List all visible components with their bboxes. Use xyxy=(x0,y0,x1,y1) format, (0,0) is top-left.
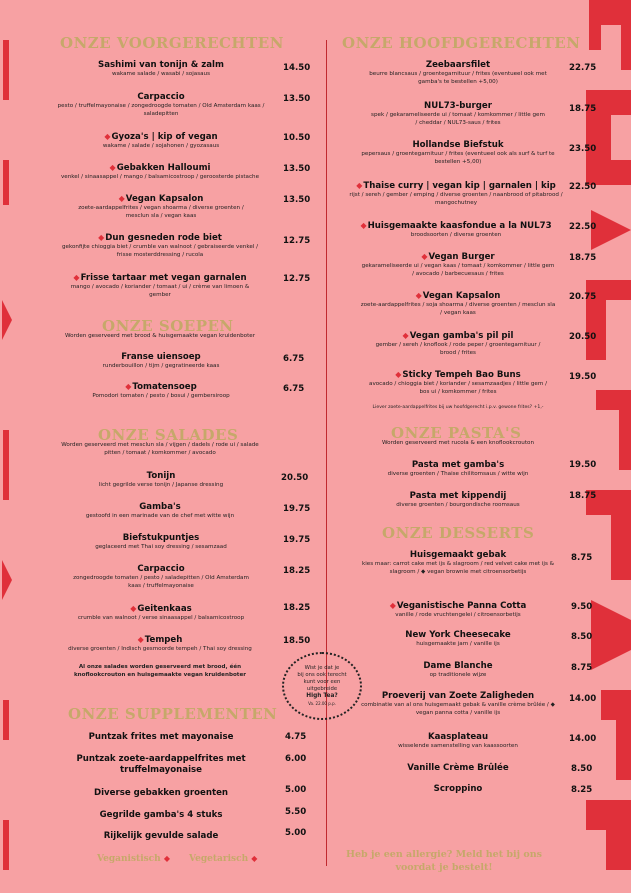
item-name: Carpaccio xyxy=(137,564,185,574)
badge-title: High Tea? xyxy=(306,693,338,699)
item-desc: gekarameliseerde ui / vegan kaas / tomaat / komkommer / little gem / avocado / barbecuesaus / frites xyxy=(361,263,555,277)
item-name: Pasta met kippendij xyxy=(409,491,507,501)
item-price: 12.75 xyxy=(283,236,311,246)
item-name: Kaasplateau xyxy=(427,732,489,742)
menu-item xyxy=(50,381,272,401)
item-price: 18.75 xyxy=(569,104,597,114)
column-divider xyxy=(326,40,327,866)
menu-item xyxy=(45,603,277,623)
item-name: NUL73-burger xyxy=(424,101,492,111)
item-price: 8.75 xyxy=(571,553,593,563)
menu-item xyxy=(360,290,556,317)
supplement-item: Puntzak frites met mayonaise xyxy=(88,732,234,742)
vegan-icon: ◆ xyxy=(109,163,116,172)
item-price: 13.50 xyxy=(283,164,311,174)
item-name: Franse uiensoep xyxy=(121,352,201,362)
menu-item xyxy=(348,180,564,207)
item-desc: wakame salade / wasabi / sojasaus xyxy=(111,71,210,77)
menu-item xyxy=(370,330,546,357)
menu-item xyxy=(70,564,252,590)
section-title-salades: ONZE SALADES xyxy=(98,426,239,444)
badge-line: bij ons ook terecht xyxy=(297,672,347,678)
vegan-icon: ◆ xyxy=(360,221,367,230)
menu-item xyxy=(360,491,556,510)
item-desc: diverse groenten / Indisch gesmoorde tempeh / Thai soy dressing xyxy=(68,646,252,652)
item-desc: avocado / chioggia biet / koriander / sesamzaadjes / little gem / bos ui / komkommer / frites xyxy=(369,381,547,395)
supplement-price: 4.75 xyxy=(285,732,307,742)
item-price: 18.75 xyxy=(569,253,597,263)
menu-item xyxy=(60,272,260,299)
item-price: 18.25 xyxy=(283,603,311,613)
item-desc: diverse groenten / Thaise chilitomsaus / witte wijn xyxy=(387,471,529,477)
vegan-icon: ◆ xyxy=(415,291,422,300)
high-tea-badge xyxy=(282,652,362,720)
item-desc: pepersaus / groentegarnituur / frites (eventueel ook als surf & turf te bestellen +5,00) xyxy=(361,151,555,165)
item-price: 8.50 xyxy=(571,632,593,642)
item-desc: licht gegrilde verse tonijn / Japanse dressing xyxy=(98,482,224,488)
menu-item xyxy=(360,732,556,751)
item-price: 22.50 xyxy=(569,222,597,232)
item-desc: broodsoorten / diverse groenten xyxy=(410,232,502,238)
vegan-icon: ◆ xyxy=(356,181,363,190)
menu-item xyxy=(355,550,561,576)
item-desc: runderbouillon / tijm / gegratineerde kaas xyxy=(102,363,220,369)
menu-item xyxy=(50,131,272,151)
item-price: 10.50 xyxy=(283,133,311,143)
item-name: Sticky Tempeh Bao Buns xyxy=(402,370,521,380)
supplement-item: Gegrilde gamba's 4 stuks xyxy=(99,810,223,820)
item-price: 8.75 xyxy=(571,663,593,673)
vegan-icon: ◆ xyxy=(98,233,105,242)
item-price: 20.75 xyxy=(569,292,597,302)
item-name: Geitenkaas xyxy=(137,604,192,614)
menu-item xyxy=(50,533,272,552)
menu-item xyxy=(360,251,556,278)
item-price: 22.50 xyxy=(569,182,597,192)
item-desc: Pomodori tomaten / pesto / bosui / gembersiroop xyxy=(92,393,230,399)
section-title-pastas: ONZE PASTA'S xyxy=(391,424,522,442)
item-desc: zoete-aardappelfrites / soja shoarma / diverse groenten / mesclun sla / vegan kaas xyxy=(360,302,556,316)
menu-item xyxy=(40,634,280,654)
item-name: Gyoza's | kip of vegan xyxy=(111,132,218,142)
item-name: Zeebaarsfilet xyxy=(425,60,491,70)
item-name: Vegan Burger xyxy=(428,252,495,262)
item-name: Gamba's xyxy=(139,502,181,512)
item-price: 8.25 xyxy=(571,785,593,795)
item-desc: wakame / salade / sojahonen / gyozasaus xyxy=(102,143,220,149)
vegan-icon: ◆ xyxy=(163,853,170,863)
item-desc: zongedroogde tomaten / pesto / saladepitten / Old Amsterdam kaas / truffelmayonaise xyxy=(73,575,249,589)
salades-footer: Al onze salades worden geserveerd met brood, één knoflookcrouton en huisgemaakte vegan kruidenboter xyxy=(73,664,247,678)
supplement-price: 5.50 xyxy=(285,807,307,817)
item-name: Sashimi van tonijn & zalm xyxy=(98,60,224,70)
vegetarian-icon: ◆ xyxy=(251,853,258,863)
legend-vegetarian-label: Vegetarisch xyxy=(189,854,249,864)
menu-item xyxy=(50,92,272,118)
menu-item xyxy=(360,763,556,774)
section-title-supplementen: ONZE SUPPLEMENTEN xyxy=(68,705,278,723)
item-name: Pasta met gamba's xyxy=(411,460,505,470)
item-price: 8.50 xyxy=(571,764,593,774)
item-name: Tomatensoep xyxy=(132,382,197,392)
menu-item xyxy=(50,60,272,79)
item-price: 19.50 xyxy=(569,460,597,470)
vegan-icon: ◆ xyxy=(73,273,80,282)
vegan-icon: ◆ xyxy=(118,194,125,203)
supplement-price: 5.00 xyxy=(285,828,307,838)
item-name: Tempeh xyxy=(144,635,183,645)
item-name: Proeverij van Zoete Zaligheden xyxy=(381,691,535,701)
item-price: 18.50 xyxy=(283,636,311,646)
menu-item xyxy=(70,193,252,220)
item-name: Vegan Kapsalon xyxy=(422,291,501,301)
item-desc: gekonfijte chioggia biet / crumble van walnoot / gebraiseerde venkel / frisse mosterddressing / rucola xyxy=(61,244,259,258)
item-name: Biefstukpuntjes xyxy=(122,533,200,543)
item-price: 23.50 xyxy=(569,144,597,154)
section-title-hoofdgerechten: ONZE HOOFDGERECHTEN xyxy=(342,34,581,52)
menu-item xyxy=(370,101,546,127)
item-price: 19.75 xyxy=(283,535,311,545)
decorative-lettering-left xyxy=(0,0,20,893)
legend-vegan-label: Veganistisch xyxy=(97,854,161,864)
item-desc: combinatie van al ons huisgemaakt gebak & vanille crème brûlée / ◆ vegan panna cotta / vanille ijs xyxy=(361,702,555,716)
item-name: Vegan gamba's pil pil xyxy=(409,331,514,341)
item-desc: pesto / truffelmayonaise / zongedroogde tomaten / Old Amsterdam kaas / saladepitten xyxy=(57,103,265,117)
item-price: 9.50 xyxy=(571,602,593,612)
menu-item xyxy=(360,460,556,479)
item-desc: vanille / rode vruchtengelei / citroensorbetijs xyxy=(395,612,521,618)
item-price: 20.50 xyxy=(569,332,597,342)
item-desc: venkel / sinaasappel / mango / balsamicostroop / geroosterde pistache xyxy=(60,174,260,180)
menu-item xyxy=(360,60,556,86)
supplement-item: Diverse gebakken groenten xyxy=(93,788,229,798)
item-price: 19.50 xyxy=(569,372,597,382)
menu-item xyxy=(365,369,551,396)
item-price: 18.25 xyxy=(283,566,311,576)
item-name: Vegan Kapsalon xyxy=(125,194,204,204)
vegan-icon: ◆ xyxy=(421,252,428,261)
vegan-icon: ◆ xyxy=(137,635,144,644)
item-price: 6.75 xyxy=(283,384,305,394)
menu-item xyxy=(40,162,280,182)
badge-price: Va. 22.00 p.p. xyxy=(308,701,336,706)
item-desc: crumble van walnoot / verse sinaasappel / balsamicostroop xyxy=(77,615,245,621)
decorative-lettering-right xyxy=(581,0,631,893)
item-price: 13.50 xyxy=(283,195,311,205)
item-name: Dun gesneden rode biet xyxy=(105,233,222,243)
item-name: Hollandse Biefstuk xyxy=(412,140,504,150)
item-name: Tonijn xyxy=(146,471,176,481)
supplement-item: Rijkelijk gevulde salade xyxy=(103,831,219,841)
badge-line: uitgebreide xyxy=(306,686,338,692)
menu-item xyxy=(348,220,564,240)
item-price: 12.75 xyxy=(283,274,311,284)
vegan-icon: ◆ xyxy=(389,601,396,610)
item-desc: mango / avocado / koriander / tomaat / ui / crème van limoen & gember xyxy=(70,284,250,298)
item-name: Thaise curry | vegan kip | garnalen | kip xyxy=(363,181,556,191)
item-name: Frisse tartaar met vegan garnalen xyxy=(80,273,247,283)
item-name: Scroppino xyxy=(433,784,483,794)
menu-item xyxy=(50,471,272,490)
item-desc: geglaceerd met Thai soy dressing / sesamzaad xyxy=(95,544,227,550)
item-desc: wisselende samenstelling van kaassoorten xyxy=(398,743,518,749)
item-price: 22.75 xyxy=(569,63,597,73)
menu-item xyxy=(360,661,556,680)
item-name: New York Cheesecake xyxy=(405,630,511,640)
section-title-soepen: ONZE SOEPEN xyxy=(102,317,234,335)
soepen-note: Worden geserveerd met brood & huisgemaakte vegan kruidenboter xyxy=(64,333,256,339)
item-price: 18.75 xyxy=(569,491,597,501)
hoofdgerechten-note: Liever zoete-aardappelfrites bij uw hoofdgerecht i.p.v. gewone frites? +1,- xyxy=(372,405,544,410)
item-price: 13.50 xyxy=(283,94,311,104)
item-price: 14.00 xyxy=(569,734,597,744)
menu-item xyxy=(360,784,556,795)
vegan-icon: ◆ xyxy=(395,370,402,379)
item-price: 6.75 xyxy=(283,354,305,364)
item-desc: huisgemaakte jam / vanille ijs xyxy=(416,641,500,647)
legend-vegetarian xyxy=(189,853,257,864)
item-desc: zoete-aardappelfrites / vegan shoarma / diverse groenten / mesclun sla / vegan kaas xyxy=(78,205,244,219)
vegan-icon: ◆ xyxy=(402,331,409,340)
item-name: Veganistische Panna Cotta xyxy=(396,601,527,611)
item-name: Huisgemaakte kaasfondue a la NUL73 xyxy=(367,221,552,231)
menu-item xyxy=(360,630,556,649)
pastas-note: Worden geserveerd met rucola & een knoflookcrouton xyxy=(381,440,535,446)
item-desc: kies maar: carrot cake met ijs & slagroom / red velvet cake met ijs & slagroom / ◆ vegan brownie met citroensorbetijs xyxy=(361,561,555,575)
menu-item xyxy=(360,600,556,620)
item-desc: spek / gekarameliseerde ui / tomaat / komkommer / little gem / cheddar / NUL73-saus / frites xyxy=(371,112,545,126)
section-title-desserts: ONZE DESSERTS xyxy=(382,524,535,542)
item-desc: diverse groenten / bourgondische roomsaus xyxy=(396,502,520,508)
item-desc: gestoofd in een marinade van de chef met witte wijn xyxy=(85,513,235,519)
item-name: Gebakken Halloumi xyxy=(116,163,211,173)
section-title-voorgerechten: ONZE VOORGERECHTEN xyxy=(60,34,284,52)
item-name: Carpaccio xyxy=(137,92,185,102)
item-name: Huisgemaakt gebak xyxy=(409,550,507,560)
item-desc: op traditionele wijze xyxy=(429,672,487,678)
menu-item xyxy=(40,502,280,521)
supplement-item: Puntzak zoete-aardappelfrites met truffelmayonaise xyxy=(76,754,246,775)
item-price: 14.00 xyxy=(569,694,597,704)
supplement-price: 6.00 xyxy=(285,754,307,764)
item-name: Dame Blanche xyxy=(423,661,493,671)
vegan-icon: ◆ xyxy=(104,132,111,141)
salades-note: Worden geserveerd met mesclun sla / vijgen / dadels / rode ui / salade pitten / tomaat / komkommer / avocado xyxy=(61,442,259,456)
item-price: 20.50 xyxy=(281,473,309,483)
menu-item xyxy=(360,140,556,166)
item-price: 19.75 xyxy=(283,504,311,514)
vegan-icon: ◆ xyxy=(130,604,137,613)
item-desc: gember / sereh / knoflook / rode peper / groentegarnituur / brood / frites xyxy=(375,342,541,356)
item-price: 14.50 xyxy=(283,63,311,73)
item-desc: beurre blancsaus / groentegarnituur / frites (eventueel ook met gamba's te bestellen +5,00) xyxy=(369,71,547,85)
supplement-price: 5.00 xyxy=(285,785,307,795)
item-name: Vanille Crème Brûlée xyxy=(407,763,509,773)
menu-item xyxy=(50,352,272,371)
menu-item xyxy=(60,232,260,259)
menu-item xyxy=(360,691,556,717)
legend-vegan xyxy=(97,853,170,864)
item-desc: rijst / sereh / gember / emping / diverse groenten / naanbrood of pitabrood / mangochutney xyxy=(349,192,563,206)
vegan-icon: ◆ xyxy=(125,382,132,391)
badge-line: Wist je dat je xyxy=(304,665,340,671)
allergy-notice: Heb je een allergie? Meld het bij ons voordat je bestelt! xyxy=(346,849,543,873)
badge-line: kunt voor een xyxy=(303,679,341,685)
